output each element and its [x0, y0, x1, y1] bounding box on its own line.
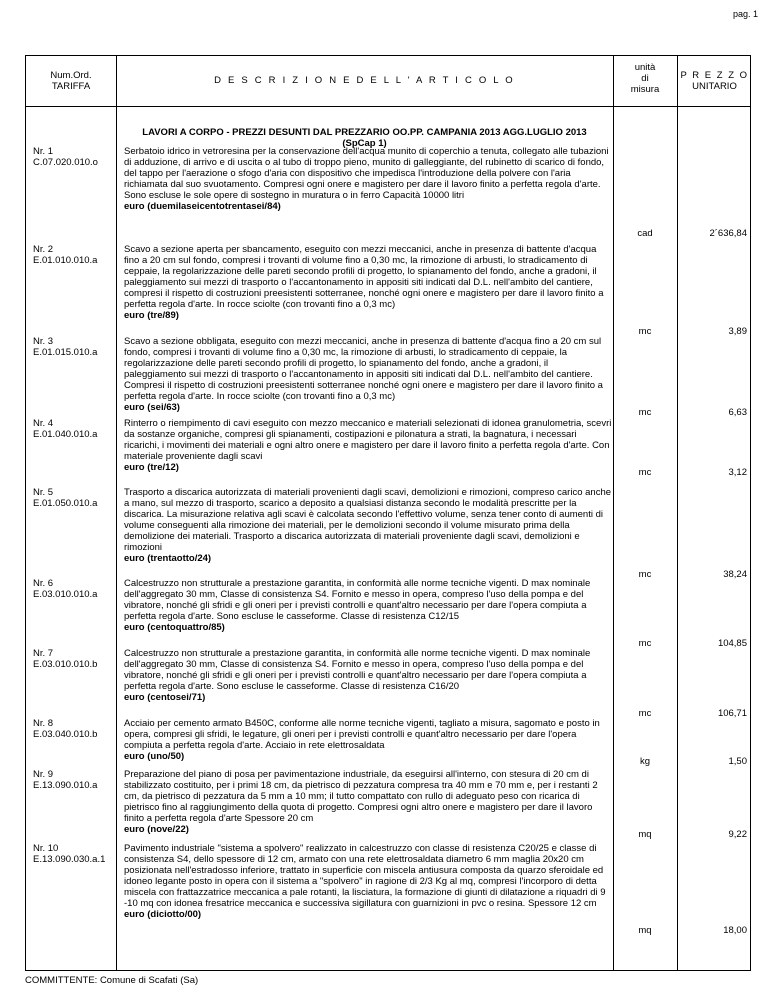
item-code: E.03.040.010.b [33, 729, 98, 740]
header-divider [26, 106, 750, 107]
item-description [124, 244, 613, 321]
item-code: E.13.090.030.a.1 [33, 854, 106, 865]
item-unit: mc [638, 638, 652, 649]
header-description: D E S C R I Z I O N E D E L L ' A R T I C O L O [214, 75, 515, 86]
item-desc-text: Calcestruzzo non strutturale a prestazione garantita, in conformità alle norme tecniche vigenti. D max nominale dell'aggregato 30 mm, Classe di consistenza S4. Fornito e messo in opera, compreso l'uso della pompa e del vibratore, nonché gli sfridi e gli oneri per i previsti controlli e quant'altro necessario per dare l'opera compiuta a perfetta regola d'arte. Sono escluse le casseforme. Classe di resistenza C12/15 [124, 578, 591, 622]
page-number: pag. 1 [732, 9, 758, 19]
item-euro-text: euro (duemilaseicentotrentasei/84) [124, 201, 281, 212]
item-price: 104,85 [717, 638, 747, 649]
header-unit-label: di [641, 73, 649, 84]
item-price: 6,63 [728, 407, 747, 418]
item-description [124, 648, 613, 703]
item-desc-text: Serbatoio idrico in vetroresina per la conservazione dell'acqua munito di coperchio a tenuta, collegato alle tubazioni di adduzione, di arrivo e di uscita o al tubo di troppo pieno, munito di galleggiante, del rubinetto di scarico di fondo, del tappo per l'aerazione o sfogo d'aria con dispositivo che impedisca l'introduzione della polvere con l'aria richiamata dal suo svuotamento. Compresi ogni onere e magistero per dare il lavoro finito a perfetta regola d'arte. Sono escluse le sole opere di sostegno in muratura o in ferro Capacità 10000 litri [124, 146, 609, 201]
footer-committente: COMMITTENTE: Comune di Scafati (Sa) [25, 975, 199, 986]
item-unit: mq [638, 925, 652, 936]
item-euro-text: euro (centosei/71) [124, 692, 206, 703]
item-description [124, 146, 613, 212]
header-unit-label: unità [634, 62, 656, 73]
item-code: E.01.015.010.a [33, 347, 98, 358]
item-price: 1,50 [728, 756, 747, 767]
item-unit: kg [639, 756, 651, 767]
item-unit: mc [638, 467, 652, 478]
item-nr: Nr. 2 [33, 244, 54, 255]
item-desc-text: Pavimento industriale "sistema a spolvero" realizzato in calcestruzzo con classe di resistenza C20/25 e classe di consistenza S4, dello spessore di 12 cm, armato con una rete elettrosaldata diametro 6 mm maglia 20x20 cm posizionata nell'estradosso inferiore, trattato in superficie con miscela antiusura composta da quarzo sferoidale ed idoneo legante posto in opera con il sistema a "spolvero" in ragione di 2/3 Kg al mq, compresi l'incorporo di detta miscela con frattazzatrice meccanica a pale rotanti, la lisciatura, la formazione di giunti di dilatazione a riquadri di 9 -10 mq con idonea fresatrice meccanica e successiva sigillatura con guarnizioni in pvc o resina. Spessore 12 cm [124, 843, 606, 909]
item-number [33, 244, 117, 266]
item-number [33, 843, 117, 865]
item-desc-text: Acciaio per cemento armato B450C, conforme alle norme tecniche vigenti, tagliato a misura, sagomato e posto in opera, compresi gli sfridi, le legature, gli oneri per i previsti controlli e quant'altro necessario per dare l'opera compiuta a perfetta regola d'arte. Acciaio in rete elettrosaldata [124, 718, 600, 751]
item-number [33, 578, 117, 600]
item-number [33, 487, 117, 509]
item-desc-text: Calcestruzzo non strutturale a prestazione garantita, in conformità alle norme tecniche vigenti. D max nominale dell'aggregato 30 mm, Classe di consistenza S4. Fornito e messo in opera, compreso l'uso della pompa e del vibratore, nonché gli sfridi e gli oneri per i previsti controlli e quant'altro necessario per dare l'opera compiuta a perfetta regola d'arte. Sono escluse le casseforme. Classe di resistenza C16/20 [124, 648, 591, 692]
item-euro-text: euro (centoquattro/85) [124, 622, 225, 633]
item-nr: Nr. 3 [33, 336, 54, 347]
item-desc-text: Scavo a sezione aperta per sbancamento, eseguito con mezzi meccanici, anche in presenza di battente d'acqua fino a 20 cm sul fondo, compresi i trovanti di volume fino a 0,30 mc, la rimozione di arbusti, lo stradicamento di ceppaie, la regolarizzazione delle pareti secondo profili di progetto, lo spianamento del fondo, anche a gradoni, il paleggiamento sui mezzi di trasporto o l'accantonamento in appositi siti indicati dal D.L. nell'ambito del cantiere, compresi il rispetto di costruzioni preesistenti sotterranee, nonché ogni onere e magistero per dare il lavoro finito a perfetta regola d'arte. In rocce sciolte (con trovanti fino a 0,3 mc) [124, 244, 604, 310]
item-number [33, 146, 117, 168]
item-code: E.01.050.010.a [33, 498, 98, 509]
item-price: 3,89 [728, 326, 747, 337]
item-price: 106,71 [717, 708, 747, 719]
item-code: E.03.010.010.a [33, 589, 98, 600]
item-desc-text: Preparazione del piano di posa per pavimentazione industriale, da eseguirsi all'interno, con stesura di 20 cm di stabilizzato costituito, per i primi 18 cm, da pietrisco di pezzatura compresa tra 40 mm e 70 mm e, per i restanti 2 cm, da pietrisco di pezzatura da 5 mm a 10 mm; il tutto compattato con rullo di adeguato peso con ricarica di pietrisco fino al raggiungimento della quota di progetto. Compresi ogni altro onere e magistero per dare il lavoro finito a perfetta regola d'arte Spessore 20 cm [124, 769, 598, 824]
item-nr: Nr. 10 [33, 843, 59, 854]
header-num-ord [26, 70, 116, 92]
item-code: E.13.090.010.a [33, 780, 98, 791]
header-tariffa-label: TARIFFA [51, 81, 91, 92]
header-price-label: UNITARIO [692, 81, 737, 92]
item-euro-text: euro (trentaotto/24) [124, 553, 212, 564]
item-code: E.03.010.010.b [33, 659, 98, 670]
price-list-table [25, 55, 751, 971]
item-number [33, 648, 117, 670]
section-title-line: LAVORI A CORPO - PREZZI DESUNTI DAL PREZZARIO OO.PP. CAMPANIA 2013 AGG.LUGLIO 2013 [142, 127, 587, 138]
item-unit: mc [638, 407, 652, 418]
header-unit-label: misura [630, 84, 660, 95]
item-code: E.01.010.010.a [33, 255, 98, 266]
header-price-label: P R E Z Z O [680, 70, 749, 81]
item-description [124, 336, 613, 413]
item-euro-text: euro (diciotto/00) [124, 909, 202, 920]
item-number [33, 336, 117, 358]
item-nr: Nr. 9 [33, 769, 54, 780]
item-euro-text: euro (sei/63) [124, 402, 180, 413]
item-price: 18,00 [723, 925, 747, 936]
item-number [33, 718, 117, 740]
item-description [124, 487, 613, 564]
item-desc-text: Rinterro o riempimento di cavi eseguito con mezzo meccanico e materiali selezionati di idonea granulometria, scevri da sostanze organiche, compresi gli spianamenti, costipazioni e pilonatura a strati, la bagnatura, i necessari ricarichi, i movimenti dei materiali e ogni altro onere e magistero per dare il lavoro finito a perfetta regola d'arte. Con materiale proveniente dagli scavi [124, 418, 612, 462]
item-euro-text: euro (tre/12) [124, 462, 179, 473]
item-unit: mc [638, 708, 652, 719]
item-price: 2´636,84 [709, 228, 747, 239]
item-price: 38,24 [723, 569, 747, 580]
item-number [33, 769, 117, 791]
item-number [33, 418, 117, 440]
item-nr: Nr. 1 [33, 146, 54, 157]
item-price: 9,22 [728, 829, 747, 840]
item-euro-text: euro (nove/22) [124, 824, 189, 835]
item-nr: Nr. 7 [33, 648, 54, 659]
item-unit: mc [638, 569, 652, 580]
item-unit: mc [638, 326, 652, 337]
column-divider [116, 56, 117, 970]
section-subtitle: (SpCap 1) [342, 138, 387, 149]
item-nr: Nr. 4 [33, 418, 54, 429]
item-price: 3,12 [728, 467, 747, 478]
item-description [124, 769, 613, 835]
item-description [124, 718, 613, 762]
item-unit: cad [637, 228, 653, 239]
item-euro-text: euro (uno/50) [124, 751, 185, 762]
item-euro-text: euro (tre/89) [124, 310, 179, 321]
item-desc-text: Trasporto a discarica autorizzata di materiali provenienti dagli scavi, demolizioni e rimozioni, compreso carico anche a mano, sul mezzo di trasporto, scarico a deposito a qualsiasi distanza secondo le modalità prescritte per la discarica. La misurazione relativa agli scavi è calcolata secondo l'effettivo volume, senza tener conto di aumenti di volume conseguenti alla rimozione dei materiali, per le demolizioni secondo il volume misurato prima della demolizione dei materiali. Trasporto a discarica autorizzata di materiali proveniente dagli scavi, demolizioni e rimozioni [124, 487, 612, 553]
header-price [677, 70, 752, 92]
item-description [124, 578, 613, 633]
item-code: C.07.020.010.o [33, 157, 98, 168]
item-desc-text: Scavo a sezione obbligata, eseguito con mezzi meccanici, anche in presenza di battente d'acqua fino a 20 cm sul fondo, compresi i trovanti di volume fino a 0,30 mc, la rimozione di arbusti, lo stradicamento di ceppaie, la regolarizzazione delle pareti secondo profili di progetto, lo spianamento del fondo, anche a gradoni, il paleggiamento sui mezzi di trasporto o l'accantonamento in appositi siti indicati dal D.L. nell'ambito del cantiere. Compresi il rispetto di costruzioni preesistenti sotterranee nonché ogni onere e magistero per dare il lavoro finito a perfetta regola d'arte. In rocce sciolte (con trovanti fino a 0,3 mc) [124, 336, 603, 402]
item-description [124, 843, 613, 920]
item-nr: Nr. 8 [33, 718, 54, 729]
item-nr: Nr. 6 [33, 578, 54, 589]
item-description [124, 418, 613, 473]
item-unit: mq [638, 829, 652, 840]
item-nr: Nr. 5 [33, 487, 54, 498]
header-num-label: Num.Ord. [50, 70, 92, 81]
item-code: E.01.040.010.a [33, 429, 98, 440]
header-unit [613, 62, 677, 95]
